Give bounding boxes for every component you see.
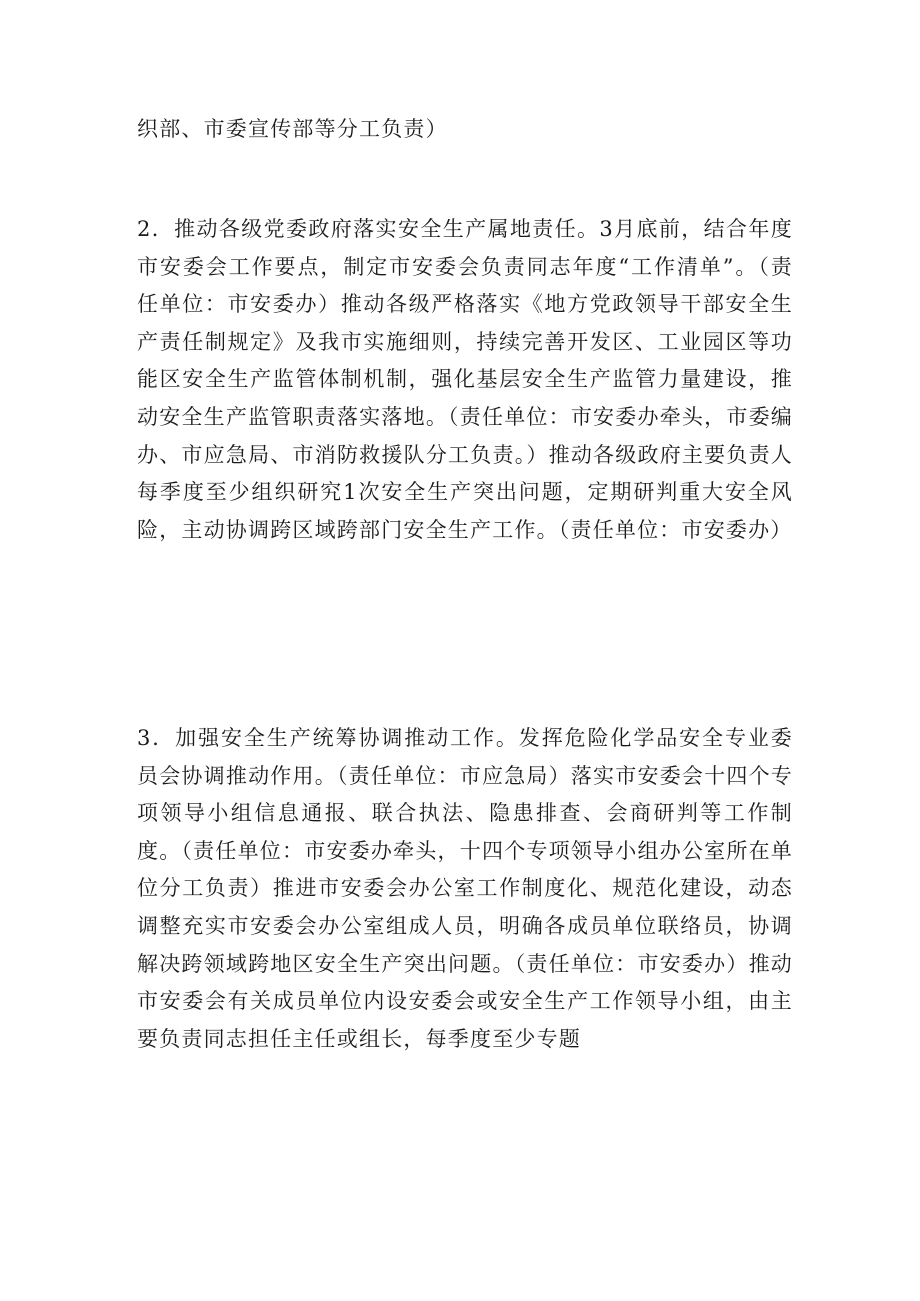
paragraph-item-3: 3．加强安全生产统筹协调推动工作。发挥危险化学品安全专业委员会协调推动作用。（责任单位：市应急局）落实市安委会十四个专项领导小组信息通报、联合执法、隐患排查、会商研判等工作制度。（责任单位：市安委办牵头，十四个专项领导小组办公室所在单位分工负责）推进市安委会办公室工作制度化、规范化建设，动态调整充实市安委会办公室组成人员，明确各成员单位联络员，协调解决跨领域跨地区安全生产突出问题。（责任单位：市安委办）推动市安委会有关成员单位内设安委会或安全生产工作领导小组，由主要负责同志担任主任或组长，每季度至少专题 <box>137 726 793 1051</box>
paragraph-item-2: 2．推动各级党委政府落实安全生产属地责任。3月底前，结合年度市安委会工作要点，制定市安委会负责同志年度“工作清单”。（责任单位：市安委办）推动各级严格落实《地方党政领导干部安全生产责任制规定》及我市实施细则，持续完善开发区、工业园区等功能区安全生产监管体制机制，强化基层安全生产监管力量建设，推动安全生产监管职责落实落地。（责任单位：市安委办牵头，市委编办、市应急局、市消防救援队分工负责。）推动各级政府主要负责人每季度至少组织研究1次安全生产突出问题，定期研判重大安全风险，主动协调跨区域跨部门安全生产工作。（责任单位：市安委办） <box>137 217 793 542</box>
paragraph-continuation: 织部、市委宣传部等分工负责） <box>137 117 448 141</box>
